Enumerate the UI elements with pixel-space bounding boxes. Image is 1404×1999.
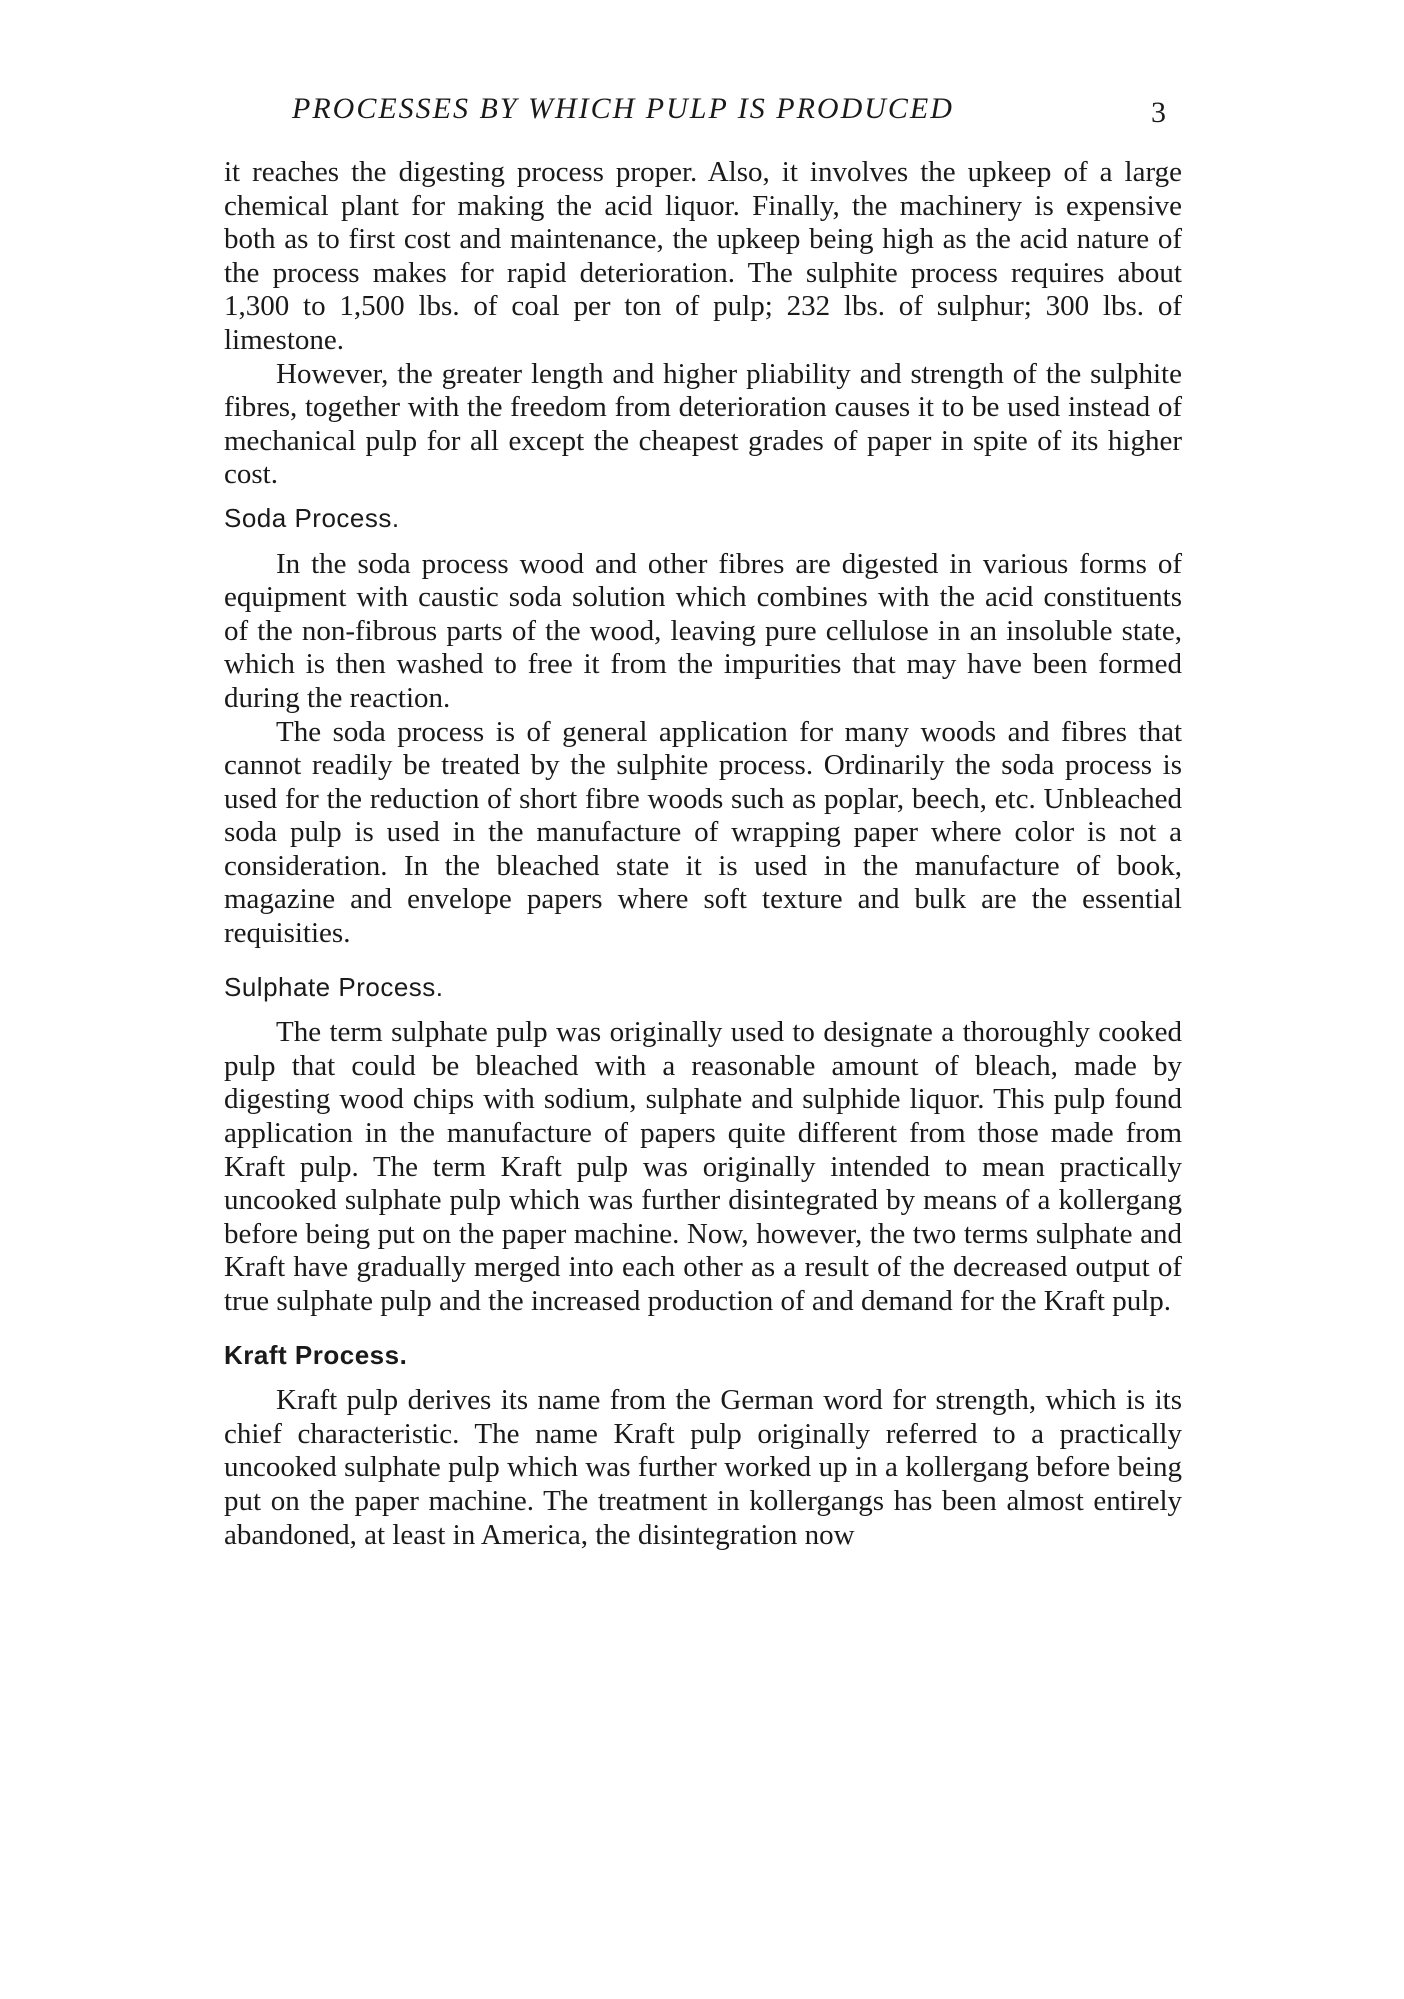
paragraph-soda-1: In the soda process wood and other fibres are digested in various forms of equipment with caustic soda solution which combines with the acid constituents of the non-fibrous parts of the wood, leaving pure cellulose in an insoluble state, which is then washed to free it from the impurities that may have been formed during the reaction. (224, 547, 1182, 714)
paragraph-sulphite-continued: it reaches the digesting process proper. Also, it involves the upkeep of a large chemical plant for making the acid liquor. Finally, the machinery is expensive both as to first cost and maintenance, the upkeep being high as the acid nature of the process makes for rapid deterioration. The sulphite process requires about 1,300 to 1,500 lbs. of coal per ton of pulp; 232 lbs. of sulphur; 300 lbs. of limestone. (224, 156, 1182, 356)
heading-sulphate-process: Sulphate Process. (224, 971, 444, 1002)
running-title: PROCESSES BY WHICH PULP IS PRODUCED (292, 92, 954, 125)
heading-kraft-process: Kraft Process. (224, 1339, 408, 1370)
paragraph-sulphite-advantages: However, the greater length and higher pliability and strength of the sulphite fibres, together with the freedom from deterioration causes it to be used instead of mechanical pulp for all except the cheapest grades of paper in spite of its higher cost. (224, 357, 1182, 491)
page-body (224, 156, 1182, 1552)
heading-soda-process: Soda Process. (224, 502, 400, 533)
running-head (292, 92, 1168, 132)
page-number: 3 (1151, 96, 1168, 129)
paragraph-kraft-1: Kraft pulp derives its name from the German word for strength, which is its chief characteristic. The name Kraft pulp originally referred to a practically uncooked sulphate pulp which was further worked up in a kollergang before being put on the paper machine. The treatment in kollergangs has been almost entirely abandoned, at least in America, the disintegration now (224, 1384, 1182, 1551)
paragraph-sulphate-1: The term sulphate pulp was originally used to designate a thoroughly cooked pulp that could be bleached with a reasonable amount of bleach, made by digesting wood chips with sodium, sulphate and sulphide liquor. This pulp found application in the manufacture of papers quite different from those made from Kraft pulp. The term Kraft pulp was originally intended to mean practically uncooked sulphate pulp which was further disintegrated by means of a kollergang before being put on the paper machine. Now, however, the two terms sulphate and Kraft have gradually merged into each other as a result of the decreased output of true sulphate pulp and the increased production of and demand for the Kraft pulp. (224, 1016, 1182, 1317)
paragraph-soda-2: The soda process is of general application for many woods and fibres that cannot readily be treated by the sulphite process. Ordinarily the soda process is used for the reduction of short fibre woods such as poplar, beech, etc. Unbleached soda pulp is used in the manufacture of wrapping paper where color is not a consideration. In the bleached state it is used in the manufacture of book, magazine and envelope papers where soft texture and bulk are the essential requisities. (224, 715, 1182, 950)
